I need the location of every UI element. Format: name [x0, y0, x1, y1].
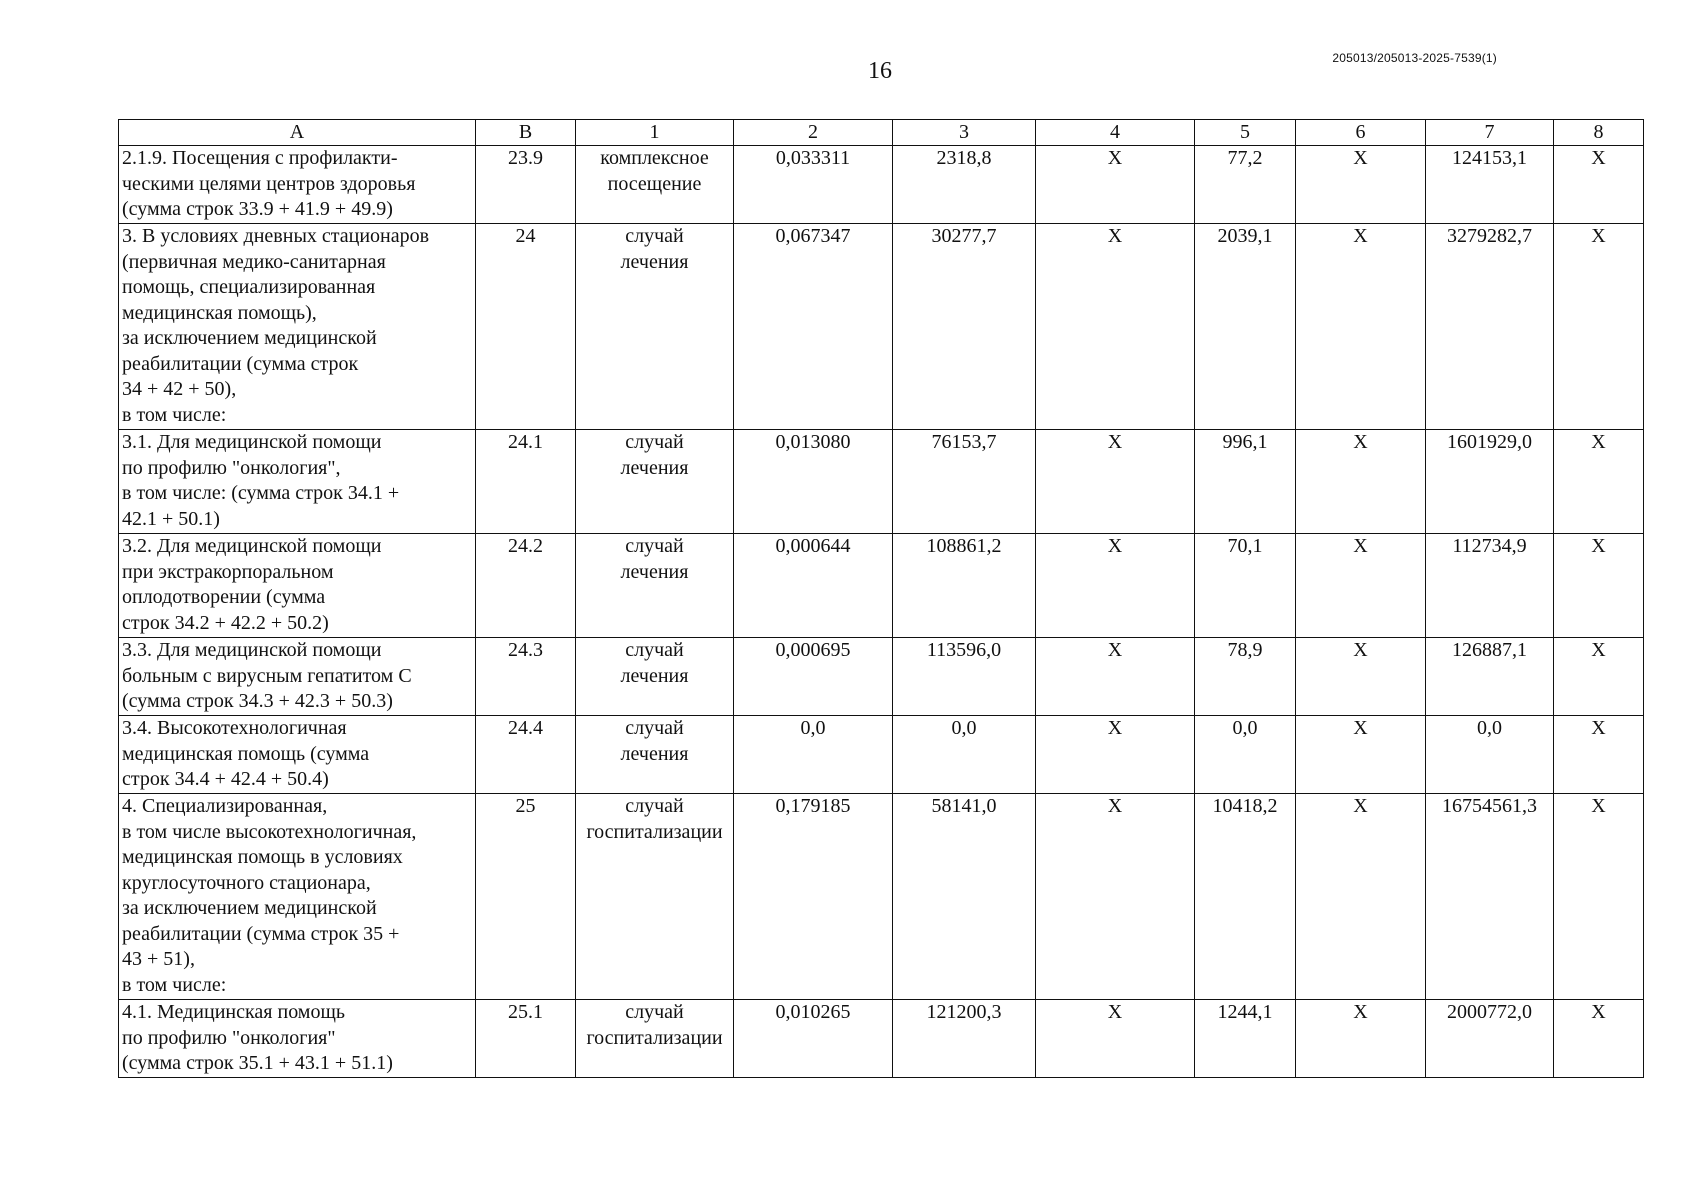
header-cell-7: 7	[1426, 120, 1554, 146]
description-line: медицинская помощь),	[122, 301, 317, 324]
description-line: (сумма строк 35.1 + 43.1 + 51.1)	[122, 1052, 393, 1074]
header-cell-4: 4	[1036, 120, 1195, 146]
unit-line: лечения	[620, 664, 689, 687]
row-description	[119, 794, 476, 1000]
table-row	[119, 146, 1644, 224]
cell-col-7: 126887,1	[1426, 638, 1554, 716]
row-code: 23.9	[476, 146, 576, 224]
cell-col-4: X	[1036, 430, 1195, 534]
unit-line: случай	[625, 1001, 684, 1023]
description-line: 4. Специализированная,	[122, 795, 328, 817]
description-line: помощь, специализированная	[122, 276, 376, 298]
cell-col-8: X	[1554, 716, 1644, 794]
row-code: 24.3	[476, 638, 576, 716]
description-line: 4.1. Медицинская помощь	[122, 1001, 345, 1023]
unit-line: случай	[625, 431, 684, 453]
page-number: 16	[868, 58, 892, 84]
cell-col-2: 0,067347	[734, 224, 893, 430]
table-row	[119, 794, 1644, 1000]
row-description	[119, 224, 476, 430]
description-line: в том числе высокотехнологичная,	[122, 820, 417, 843]
description-line: по профилю "онкология"	[122, 1026, 336, 1049]
cell-col-5: 70,1	[1195, 534, 1296, 638]
description-line: медицинская помощь в условиях	[122, 846, 403, 868]
cell-col-7: 3279282,7	[1426, 224, 1554, 430]
cell-col-6: X	[1296, 224, 1426, 430]
description-line: 2.1.9. Посещения с профилакти-	[122, 147, 398, 169]
cell-col-6: X	[1296, 716, 1426, 794]
cell-col-7: 2000772,0	[1426, 1000, 1554, 1078]
description-line: реабилитации (сумма строк	[122, 352, 359, 375]
header-row	[119, 120, 1644, 146]
description-line: 43 + 51),	[122, 948, 195, 970]
unit-line: случай	[625, 225, 684, 247]
cell-col-8: X	[1554, 794, 1644, 1000]
cell-col-8: X	[1554, 224, 1644, 430]
header-cell-2: 2	[734, 120, 893, 146]
row-description	[119, 1000, 476, 1078]
header-cell-a: A	[119, 120, 476, 146]
description-line: 3. В условиях дневных стационаров	[122, 225, 430, 247]
cell-col-4: X	[1036, 534, 1195, 638]
cell-col-8: X	[1554, 534, 1644, 638]
row-description	[119, 534, 476, 638]
unit-line: случай	[625, 717, 684, 739]
description-line: больным с вирусным гепатитом С	[122, 664, 412, 687]
cell-col-4: X	[1036, 146, 1195, 224]
cell-col-2: 0,033311	[734, 146, 893, 224]
cell-col-2: 0,179185	[734, 794, 893, 1000]
description-line: (первичная медико-санитарная	[122, 250, 386, 273]
cell-col-3: 30277,7	[893, 224, 1036, 430]
description-line: за исключением медицинской	[122, 897, 377, 919]
description-line: ческими целями центров здоровья	[122, 172, 416, 195]
table-row	[119, 430, 1644, 534]
cell-col-5: 1244,1	[1195, 1000, 1296, 1078]
description-line: круглосуточного стационара,	[122, 871, 371, 894]
cell-col-4: X	[1036, 716, 1195, 794]
header-cell-1: 1	[576, 120, 734, 146]
row-unit	[576, 638, 734, 716]
description-line: 3.2. Для медицинской помощи	[122, 535, 382, 557]
cell-col-2: 0,000644	[734, 534, 893, 638]
cell-col-3: 76153,7	[893, 430, 1036, 534]
cell-col-8: X	[1554, 1000, 1644, 1078]
cell-col-3: 0,0	[893, 716, 1036, 794]
header-cell-8: 8	[1554, 120, 1644, 146]
cell-col-4: X	[1036, 1000, 1195, 1078]
cell-col-2: 0,000695	[734, 638, 893, 716]
description-line: в том числе: (сумма строк 34.1 +	[122, 482, 400, 504]
row-description	[119, 716, 476, 794]
table-row	[119, 1000, 1644, 1078]
row-unit	[576, 430, 734, 534]
cell-col-5: 10418,2	[1195, 794, 1296, 1000]
table-row	[119, 638, 1644, 716]
description-line: при экстракорпоральном	[122, 560, 334, 583]
unit-line: случай	[625, 795, 684, 817]
description-line: 3.1. Для медицинской помощи	[122, 431, 382, 453]
row-code: 25.1	[476, 1000, 576, 1078]
cell-col-6: X	[1296, 146, 1426, 224]
row-unit	[576, 1000, 734, 1078]
description-line: (сумма строк 33.9 + 41.9 + 49.9)	[122, 198, 393, 220]
row-description	[119, 146, 476, 224]
header-cell-6: 6	[1296, 120, 1426, 146]
cell-col-3: 108861,2	[893, 534, 1036, 638]
document-id: 205013/205013-2025-7539(1)	[1332, 51, 1497, 65]
unit-line: случай	[625, 639, 684, 661]
cell-col-6: X	[1296, 638, 1426, 716]
cell-col-3: 2318,8	[893, 146, 1036, 224]
cell-col-6: X	[1296, 794, 1426, 1000]
row-unit	[576, 534, 734, 638]
cell-col-6: X	[1296, 534, 1426, 638]
row-description	[119, 638, 476, 716]
unit-line: лечения	[620, 456, 689, 479]
description-line: за исключением медицинской	[122, 327, 377, 349]
description-line: оплодотворении (сумма	[122, 586, 326, 608]
table-row	[119, 716, 1644, 794]
header-cell-5: 5	[1195, 120, 1296, 146]
description-line: реабилитации (сумма строк 35 +	[122, 922, 400, 945]
cell-col-4: X	[1036, 794, 1195, 1000]
cell-col-8: X	[1554, 430, 1644, 534]
row-code: 24	[476, 224, 576, 430]
header-cell-b: B	[476, 120, 576, 146]
cell-col-2: 0,0	[734, 716, 893, 794]
row-unit	[576, 146, 734, 224]
unit-line: лечения	[620, 742, 689, 765]
cell-col-5: 2039,1	[1195, 224, 1296, 430]
description-line: (сумма строк 34.3 + 42.3 + 50.3)	[122, 690, 393, 712]
description-line: 3.4. Высокотехнологичная	[122, 717, 347, 739]
description-line: строк 34.2 + 42.2 + 50.2)	[122, 611, 329, 634]
row-code: 24.2	[476, 534, 576, 638]
unit-line: госпитализации	[586, 820, 723, 843]
cell-col-4: X	[1036, 224, 1195, 430]
table-row	[119, 224, 1644, 430]
cell-col-2: 0,013080	[734, 430, 893, 534]
row-code: 25	[476, 794, 576, 1000]
cell-col-7: 124153,1	[1426, 146, 1554, 224]
unit-line: случай	[625, 535, 684, 557]
row-unit	[576, 716, 734, 794]
description-line: в том числе:	[122, 403, 227, 426]
cell-col-2: 0,010265	[734, 1000, 893, 1078]
cell-col-7: 112734,9	[1426, 534, 1554, 638]
table-row	[119, 534, 1644, 638]
header-cell-3: 3	[893, 120, 1036, 146]
cell-col-5: 0,0	[1195, 716, 1296, 794]
row-description	[119, 430, 476, 534]
cell-col-8: X	[1554, 638, 1644, 716]
cell-col-8: X	[1554, 146, 1644, 224]
cell-col-6: X	[1296, 430, 1426, 534]
cell-col-4: X	[1036, 638, 1195, 716]
description-line: 3.3. Для медицинской помощи	[122, 639, 382, 661]
unit-line: комплексное	[600, 147, 709, 169]
unit-line: посещение	[607, 172, 702, 195]
cell-col-6: X	[1296, 1000, 1426, 1078]
cell-col-5: 77,2	[1195, 146, 1296, 224]
unit-line: лечения	[620, 250, 689, 273]
row-code: 24.4	[476, 716, 576, 794]
row-code: 24.1	[476, 430, 576, 534]
description-line: медицинская помощь (сумма	[122, 742, 370, 765]
cell-col-3: 58141,0	[893, 794, 1036, 1000]
description-line: 34 + 42 + 50),	[122, 378, 237, 400]
cell-col-7: 16754561,3	[1426, 794, 1554, 1000]
description-line: в том числе:	[122, 973, 227, 996]
description-line: строк 34.4 + 42.4 + 50.4)	[122, 768, 329, 790]
description-line: 42.1 + 50.1)	[122, 507, 220, 530]
description-line: по профилю "онкология",	[122, 456, 341, 479]
cell-col-3: 121200,3	[893, 1000, 1036, 1078]
cell-col-7: 1601929,0	[1426, 430, 1554, 534]
cell-col-7: 0,0	[1426, 716, 1554, 794]
row-unit	[576, 794, 734, 1000]
cell-col-5: 996,1	[1195, 430, 1296, 534]
unit-line: госпитализации	[586, 1026, 723, 1049]
row-unit	[576, 224, 734, 430]
unit-line: лечения	[620, 560, 689, 583]
data-table	[118, 119, 1644, 1078]
cell-col-5: 78,9	[1195, 638, 1296, 716]
cell-col-3: 113596,0	[893, 638, 1036, 716]
